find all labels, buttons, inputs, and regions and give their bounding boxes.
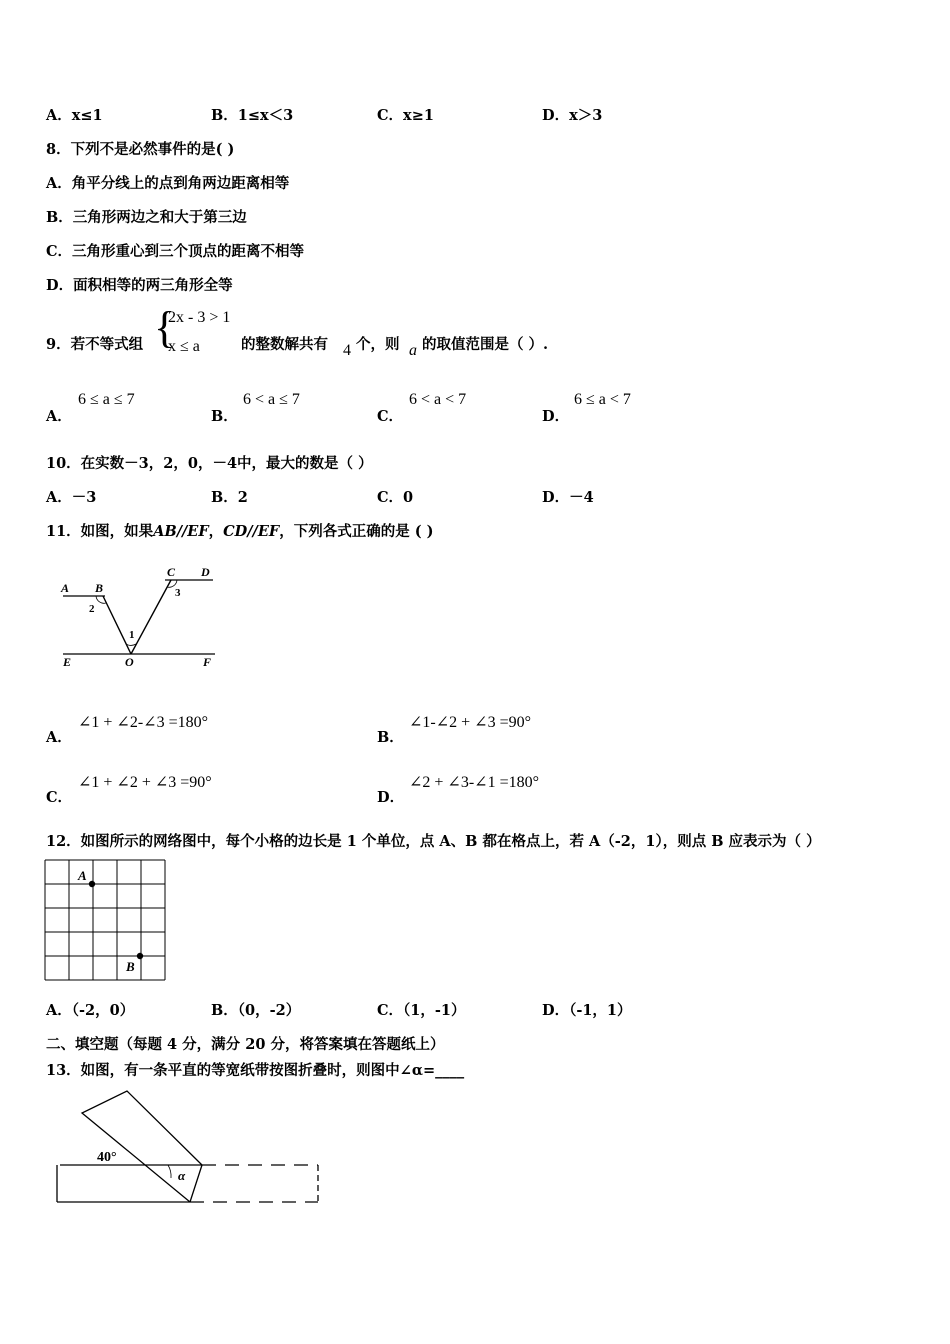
q12-option-d: D．（-1，1）: [542, 1002, 632, 1019]
grid-lines: [45, 860, 165, 980]
section-2-heading: 二、填空题（每题 4 分，满分 20 分，将答案填在答题纸上）: [46, 1036, 445, 1053]
q9-option-a-letter: A．: [46, 408, 72, 425]
q11-stem: 11．如图，如果AB//EF，CD//EF，下列各式正确的是 ( ): [46, 523, 434, 540]
q9-inequality-2: x ≤ a: [168, 338, 200, 355]
q12-option-c: C．（1，-1）: [377, 1002, 466, 1019]
folded-strip: [82, 1091, 202, 1202]
q8-option-a: A．角平分线上的点到角两边距离相等: [46, 175, 290, 192]
q9-option-b: 6 < a ≤ 7: [243, 391, 300, 408]
q10-stem: 10．在实数－3，2，0，－4中，最大的数是（ ）: [46, 455, 373, 472]
label-alpha: α: [178, 1168, 186, 1183]
label-angle-2: 2: [89, 603, 95, 615]
q11-option-a-letter: A．: [46, 729, 72, 746]
q9-var: a: [409, 342, 417, 359]
label-angle-3: 3: [175, 587, 181, 599]
label-d: D: [201, 565, 210, 579]
q8-option-c: C．三角形重心到三个顶点的距离不相等: [46, 243, 305, 260]
fold-line: [190, 1165, 202, 1202]
q12-option-a: A．（-2，0）: [46, 1002, 135, 1019]
q10-option-b: B．2: [211, 489, 248, 506]
point-b: [137, 953, 143, 959]
q11-option-c-letter: C．: [46, 789, 73, 806]
q11-option-b: ∠1-∠2 + ∠3 =90°: [409, 714, 531, 731]
q13-figure: [50, 1088, 325, 1213]
q11-figure: [55, 562, 225, 672]
q10-option-a: A．－3: [46, 489, 97, 506]
q9-option-b-letter: B．: [211, 408, 238, 425]
angle-1-arc: [126, 644, 136, 645]
label-e: E: [63, 655, 72, 669]
q8-stem: 8．下列不是必然事件的是( ): [46, 141, 235, 158]
q9-option-d-letter: D．: [542, 408, 570, 425]
q9-brace: {: [154, 303, 176, 352]
q11-option-a: ∠1 + ∠2-∠3 =180°: [78, 714, 208, 731]
point-a: [89, 881, 95, 887]
label-f: F: [203, 655, 212, 669]
label-a: A: [61, 581, 70, 595]
label-angle-1: 1: [129, 629, 135, 641]
q12-grid-figure: [44, 859, 168, 983]
q7-option-d: D．x＞3: [542, 107, 603, 124]
label-point-b: B: [126, 959, 135, 974]
label-c: C: [167, 565, 176, 579]
q9-prefix: 9．若不等式组: [46, 336, 144, 353]
q7-option-c: C．x≥1: [377, 107, 434, 124]
q11-option-d-letter: D．: [377, 789, 405, 806]
q9-option-c: 6 < a < 7: [409, 391, 467, 408]
q9-option-c-letter: C．: [377, 408, 404, 425]
q11-option-d: ∠2 + ∠3-∠1 =180°: [409, 774, 539, 791]
q7-option-a: A．x≤1: [46, 107, 103, 124]
q9-option-a: 6 ≤ a ≤ 7: [78, 391, 135, 408]
q11-option-b-letter: B．: [377, 729, 404, 746]
label-b: B: [95, 581, 104, 595]
q7-option-b: B．1≤x＜3: [211, 107, 294, 124]
line-oc: [131, 580, 171, 654]
q9-inequality-1: 2x - 3 > 1: [168, 309, 231, 326]
q9-option-d: 6 ≤ a < 7: [574, 391, 631, 408]
q9-mid1: 的整数解共有: [241, 336, 328, 353]
line-bo: [103, 596, 131, 654]
q9-suffix: 的取值范围是（ ）.: [422, 336, 549, 353]
q12-option-b: B．（0，-2）: [211, 1002, 301, 1019]
q12-stem: 12．如图所示的网络图中，每个小格的边长是 1 个单位，点 A、B 都在格点上，若 A（-2，1），则点 B 应表示为（ ）: [46, 833, 821, 850]
q11-option-c: ∠1 + ∠2 + ∠3 =90°: [78, 774, 212, 791]
label-o: O: [125, 655, 134, 669]
q10-option-c: C．0: [377, 489, 414, 506]
label-40-degrees: 40°: [97, 1150, 117, 1165]
q8-option-d: D．面积相等的两三角形全等: [46, 277, 233, 294]
alpha-arc: [168, 1165, 171, 1178]
q13-stem: 13．如图，有一条平直的等宽纸带按图折叠时，则图中∠α=____: [46, 1062, 465, 1079]
label-point-a: A: [78, 868, 87, 883]
q10-option-d: D．－4: [542, 489, 594, 506]
q9-count: 4: [343, 342, 351, 359]
q8-option-b: B．三角形两边之和大于第三边: [46, 209, 247, 226]
q9-mid2: 个，则: [356, 336, 400, 353]
